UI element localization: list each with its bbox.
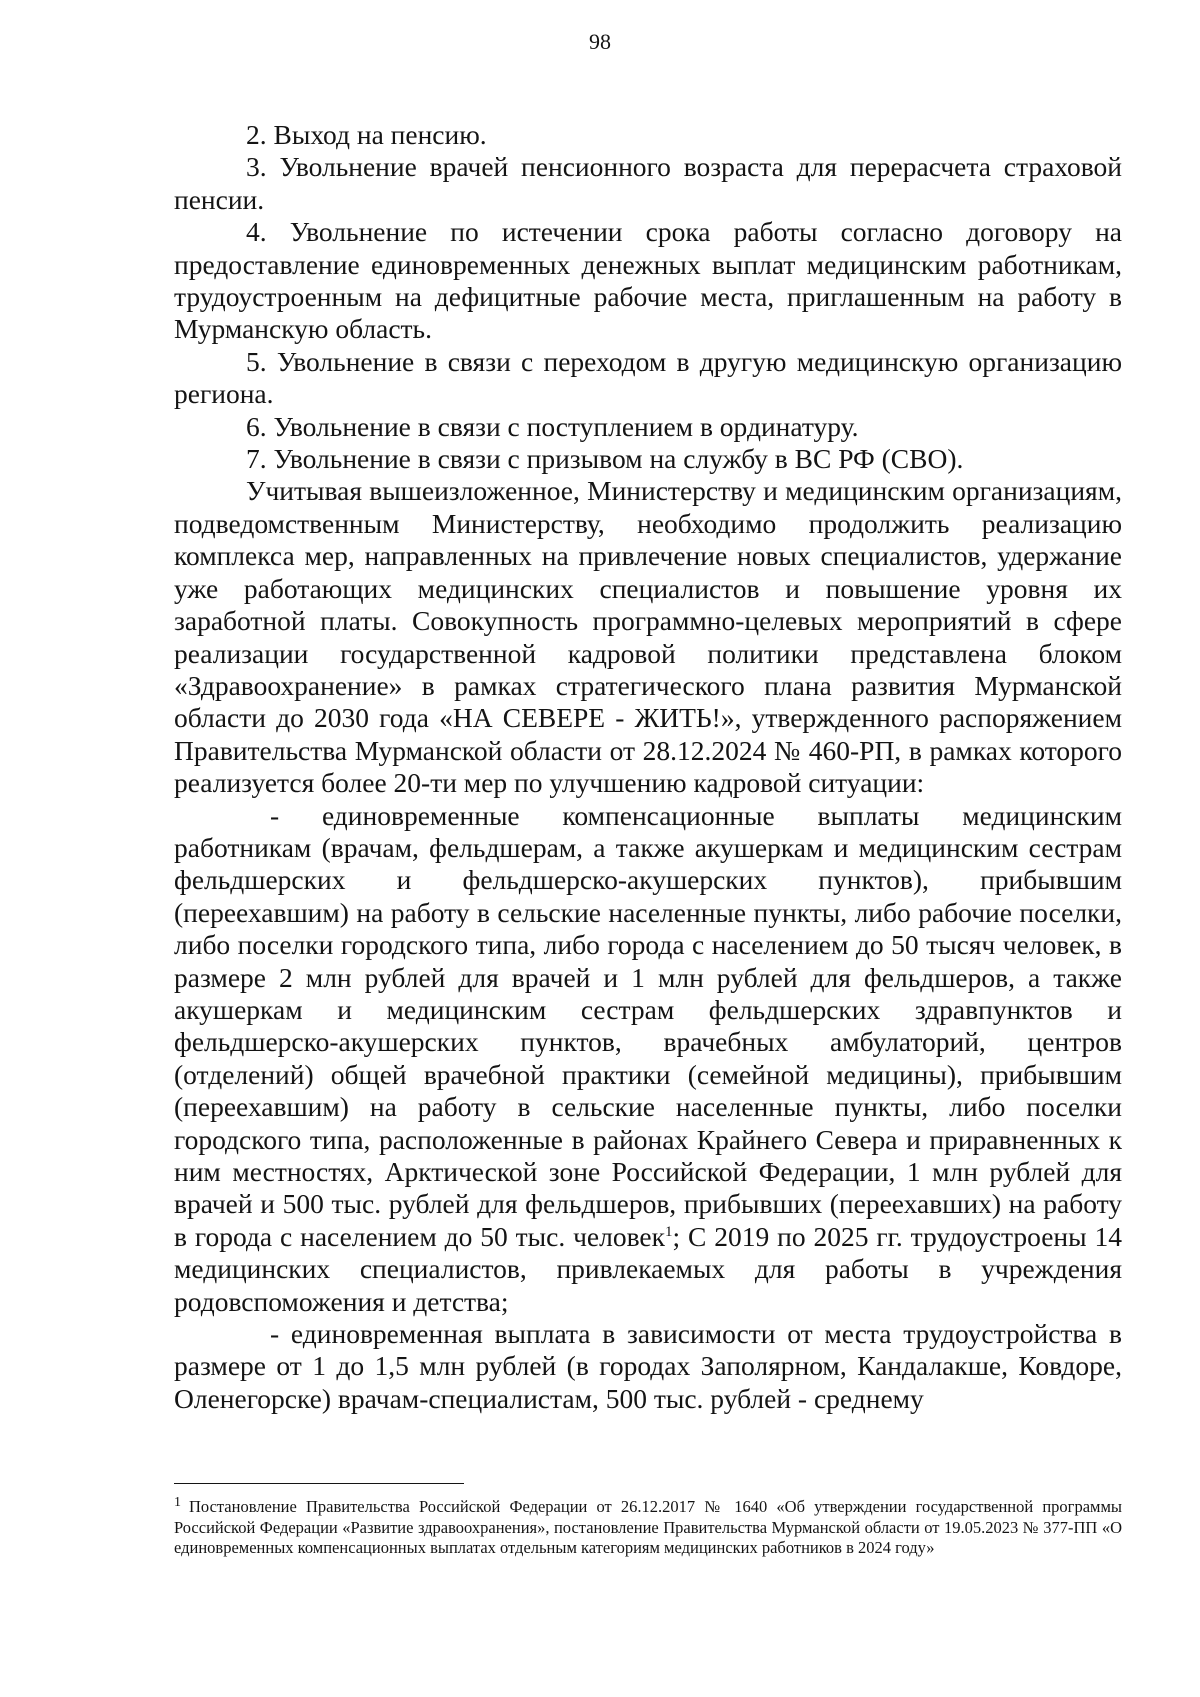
bullet-one-time-payment: - единовременная выплата в зависимости от места трудоустройства в размере от 1 до 1,5 млн рублей (в городах Заполярном, Кандалакше, Ковдоре, Оленегорске) врачам-специалистам, 500 тыс. рублей - среднему bbox=[174, 1318, 1122, 1414]
bullet-compensation-payments bbox=[174, 800, 1122, 1319]
paragraph-retirement: 2. Выход на пенсию. bbox=[246, 119, 487, 150]
body-text bbox=[174, 119, 1122, 1415]
paragraph-pension-recalculation: 3. Увольнение врачей пенсионного возраста для перерасчета страховой пенсии. bbox=[174, 151, 1122, 215]
footnote-mark: 1 bbox=[174, 1494, 181, 1510]
paragraph-contract-expiry: 4. Увольнение по истечении срока работы согласно договору на предоставление единовременных денежных выплат медицинским работникам, трудоустроенным на дефицитные рабочие места, приглашенным на работу в Мурманскую область. bbox=[174, 216, 1122, 345]
paragraph-measures-intro: Учитывая вышеизложенное, Министерству и медицинским организациям, подведомственным Министерству, необходимо продолжить реализацию комплекса мер, направленных на привлечение новых специалистов, удержание уже работающих медицинских специалистов и повышение уровня их заработной платы. Совокупность программно-целевых мероприятий в сфере реализации государственной кадровой политики представлена блоком «Здравоохранение» в рамках стратегического плана развития Мурманской области до 2030 года «НА СЕВЕРЕ - ЖИТЬ!», утвержденного распоряжением Правительства Мурманской области от 28.12.2024 № 460-РП, в рамках которого реализуется более 20-ти мер по улучшению кадровой ситуации: bbox=[174, 475, 1122, 799]
footnote-divider bbox=[174, 1483, 464, 1484]
footnote bbox=[174, 1494, 1122, 1559]
footnote-text: Постановление Правительства Российской Федерации от 26.12.2017 № 1640 «Об утверждении государственной программы Российской Федерации «Развитие здравоохранения», постановление Правительства Мурманской области от 19.05.2023 № 377-ПП «О единовременных компенсационных выплатах отдельным категориям медицинских работников в 2024 году» bbox=[174, 1497, 1122, 1557]
paragraph-military: 7. Увольнение в связи с призывом на службу в ВС РФ (СВО). bbox=[246, 443, 964, 475]
page-number: 98 bbox=[589, 29, 611, 54]
bullet-compensation-text-end: ; С 2019 по 2025 гг. трудоустроены 14 медицинских специалистов, привлекаемых для работы в учреждения родовспоможения и детства; bbox=[174, 1220, 1122, 1317]
paragraph-transfer: 5. Увольнение в связи с переходом в другую медицинскую организацию региона. bbox=[174, 345, 1122, 410]
bullet-compensation-text: - единовременные компенсационные выплаты медицинским работникам (врачам, фельдшерам, а также акушеркам и медицинским сестрам фельдшерских и фельдшерско-акушерских пунктов), прибывшим (переехавшим) на работу в сельские населенные пункты, либо рабочие поселки, либо поселки городского типа, либо города с населением до 50 тысяч человек, в размере 2 млн рублей для врачей и 1 млн рублей для фельдшеров, а также акушеркам и медицинским сестрам фельдшерских здравпунктов и фельдшерско-акушерских пунктов, врачебных амбулаторий, центров (отделений) общей врачебной практики (семейной медицины), прибывшим (переехавшим) на работу в сельские населенные пункты, либо поселки городского типа, расположенные в районах Крайнего Севера и приравненных к ним местностях, Арктической зоне Российской Федерации, 1 млн рублей для врачей и 500 тыс. рублей для фельдшеров, прибывших (переехавших) на работу в города с населением до 50 тыс. человек bbox=[174, 799, 1122, 1252]
paragraph-residency: 6. Увольнение в связи с поступлением в ординатуру. bbox=[246, 410, 859, 442]
footnote-reference: 1 bbox=[665, 1223, 673, 1240]
